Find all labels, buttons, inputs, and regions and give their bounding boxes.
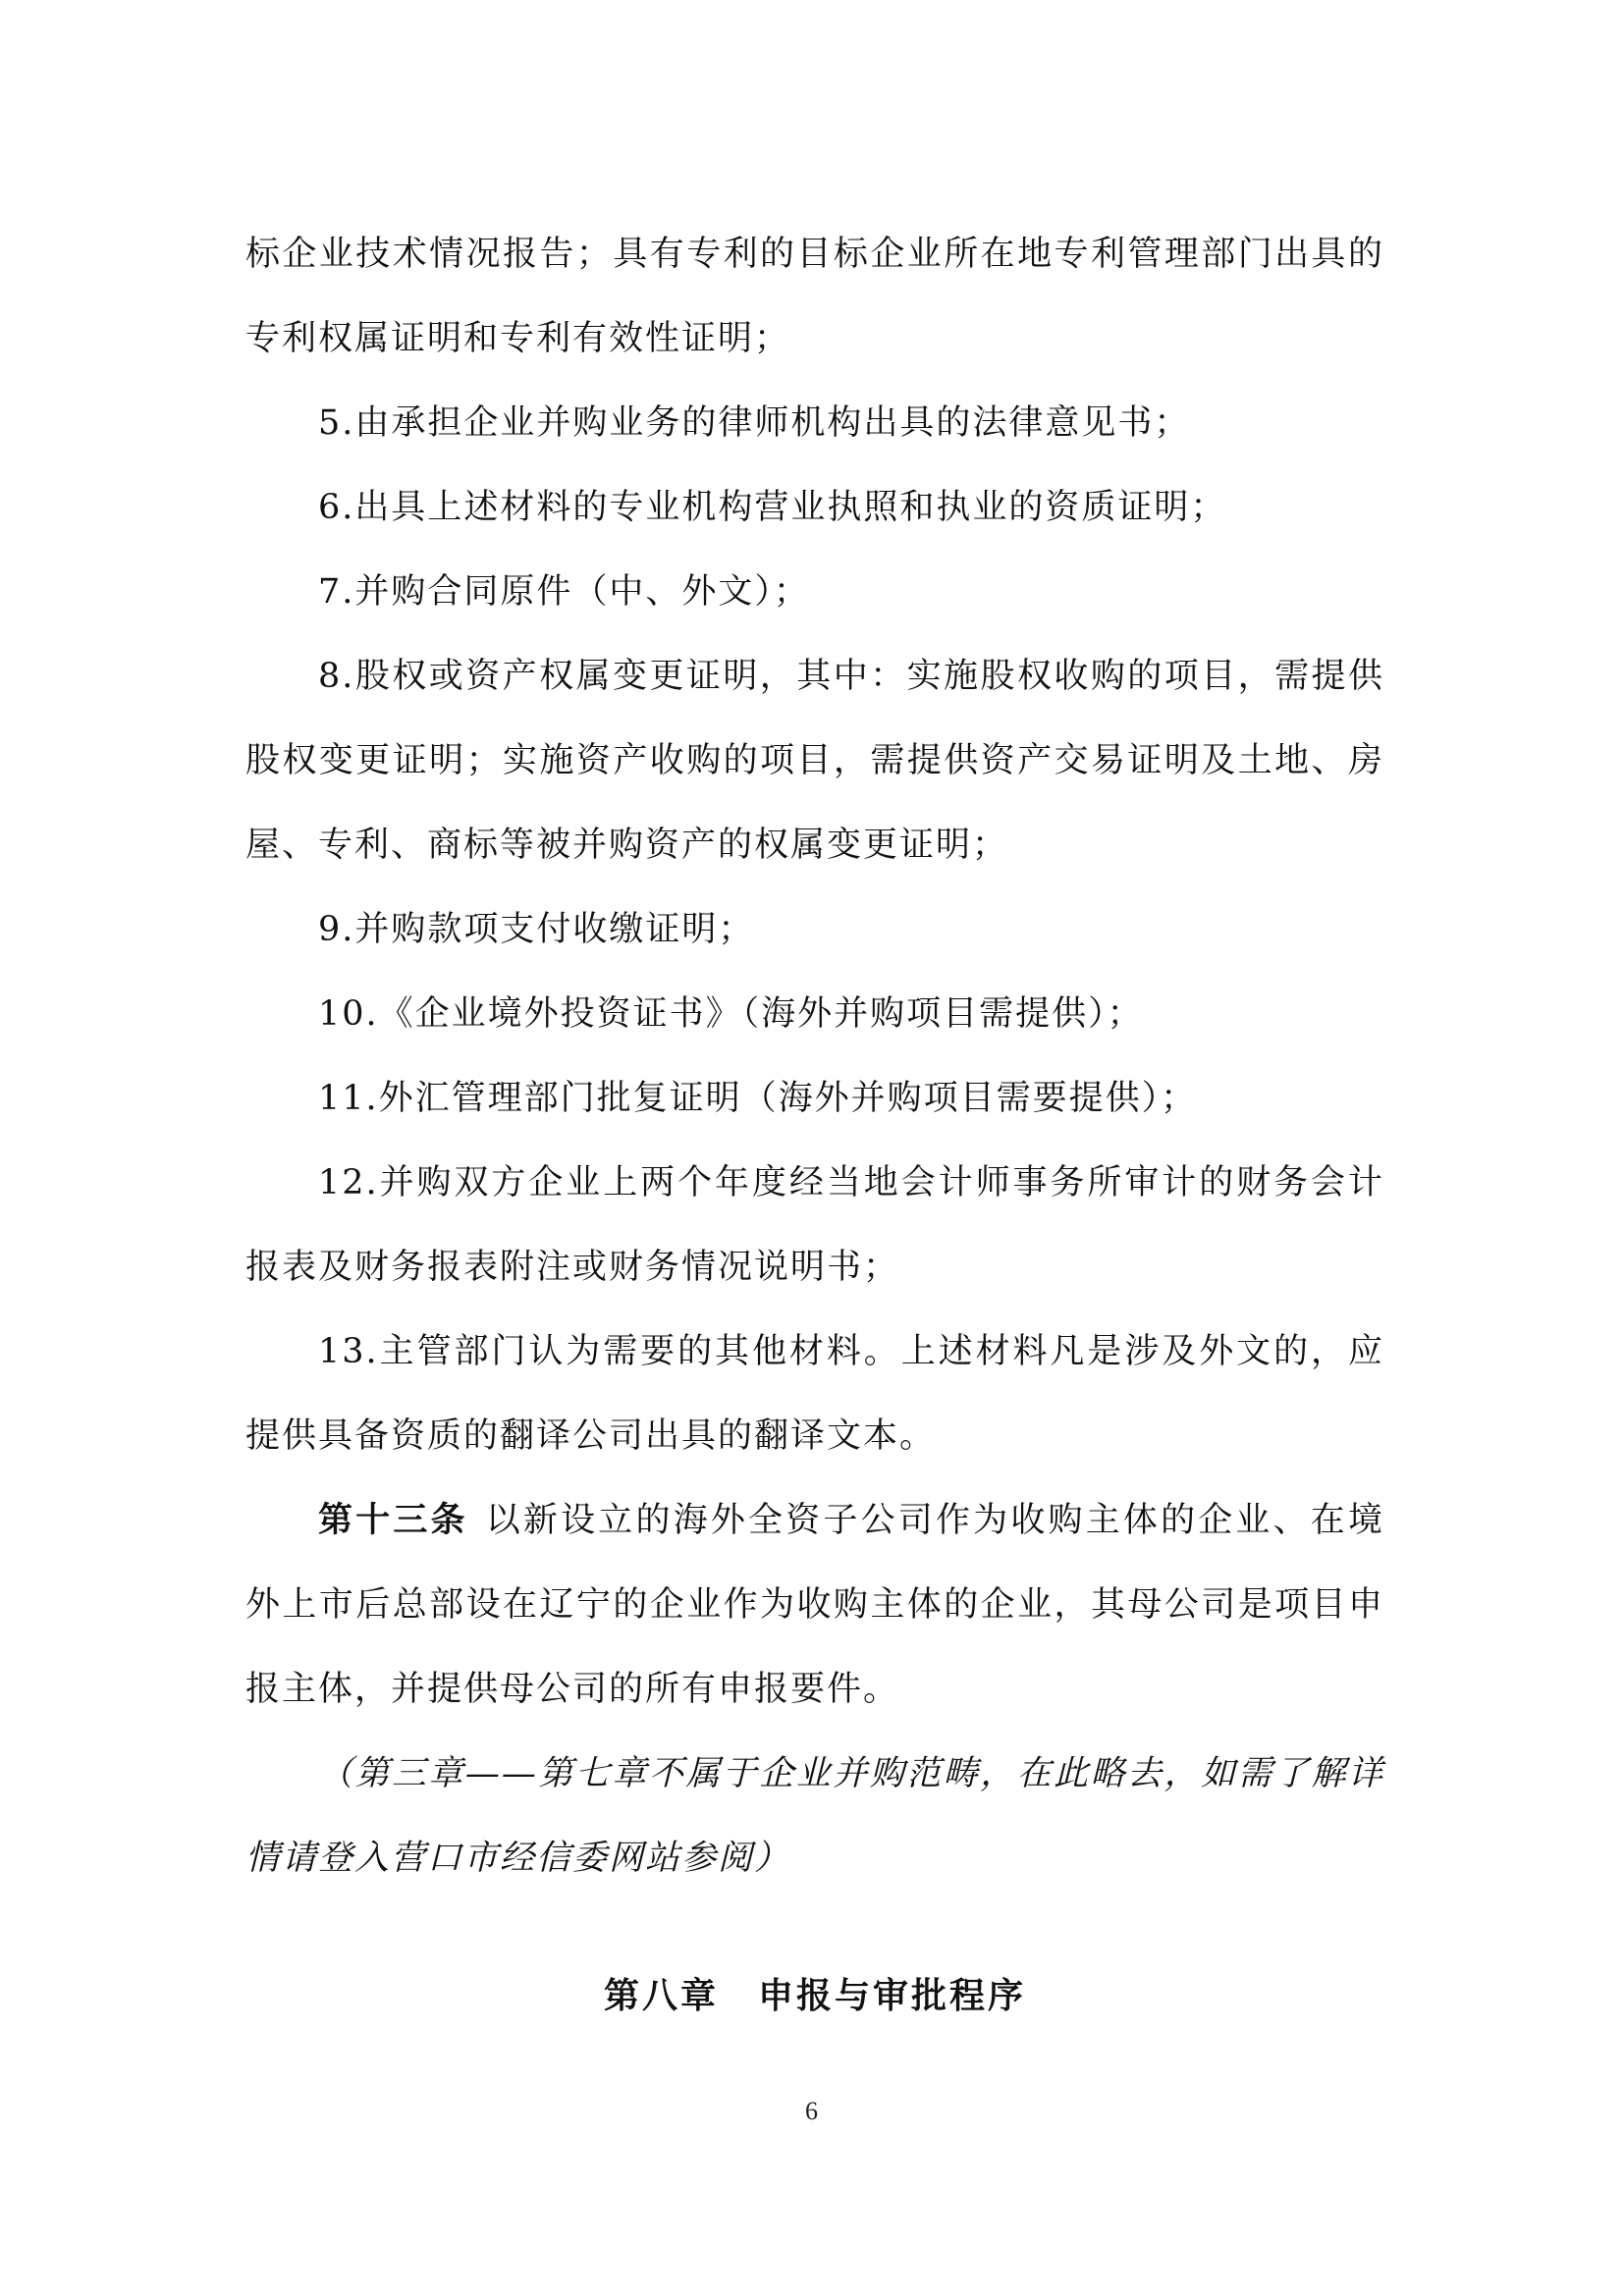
list-item-6: 6.出具上述材料的专业机构营业执照和执业的资质证明； (318, 488, 1227, 527)
list-item-12: 12.并购双方企业上两个年度经当地会计师事务所审计的财务会计报表及财务报表附注或财务情况说明书； (245, 1163, 1384, 1287)
list-item-11: 11.外汇管理部门批复证明（海外并购项目需要提供）； (318, 1079, 1198, 1118)
chapter-title: 申报与审批程序 (758, 1975, 1027, 2016)
article-13-heading: 第十三条 (318, 1500, 468, 1540)
article-13-text: 以新设立的海外全资子公司作为收购主体的企业、在境外上市后总部设在辽宁的企业作为收购主体的企业，其母公司是项目申报主体，并提供母公司的所有申报要件。 (245, 1501, 1384, 1709)
paragraph-continuation: 标企业技术情况报告；具有专利的目标企业所在地专利管理部门出具的专利权属证明和专利有效性证明； (245, 235, 1384, 358)
document-body (245, 212, 1384, 2038)
omission-note: （第三章——第七章不属于企业并购范畴，在此略去，如需了解详情请登入营口市经信委网站参阅） (245, 1754, 1384, 1878)
list-item-9: 9.并购款项支付收缴证明； (318, 910, 755, 949)
list-item-8: 8.股权或资产权属变更证明，其中：实施股权收购的项目，需提供股权变更证明；实施资产收购的项目，需提供资产交易证明及土地、房屋、专利、商标等被并购资产的权属变更证明； (245, 657, 1384, 865)
page-number: 6 (805, 2097, 818, 2125)
list-item-13: 13.主管部门认为需要的其他材料。上述材料凡是涉及外文的，应提供具备资质的翻译公司出具的翻译文本。 (245, 1332, 1384, 1456)
article-13 (245, 1478, 1384, 1732)
list-item-5: 5.由承担企业并购业务的律师机构出具的法律意见书； (318, 403, 1191, 443)
list-item-10: 10.《企业境外投资证书》（海外并购项目需提供）； (318, 994, 1144, 1034)
chapter-heading (245, 1953, 1384, 2038)
chapter-number: 第八章 (603, 1975, 719, 2016)
list-item-7: 7.并购合同原件（中、外文）； (318, 572, 810, 612)
